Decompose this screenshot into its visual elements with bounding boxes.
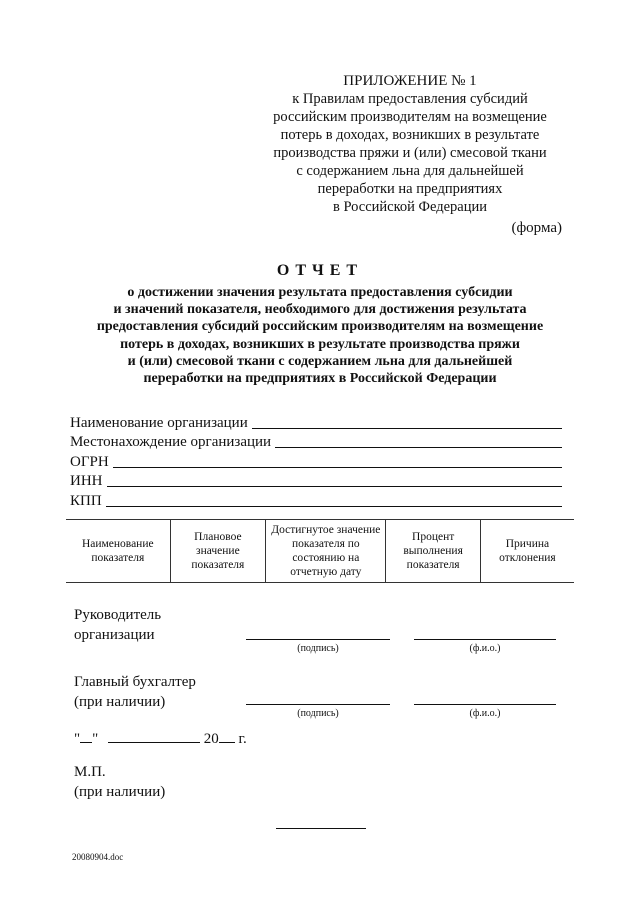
stamp-label [74, 762, 165, 802]
appendix-line: к Правилам предоставления субсидий [292, 91, 528, 107]
year-suffix: г. [238, 731, 247, 747]
subtitle-line: предоставления субсидий российским производителям на возмещение [96, 319, 544, 335]
subtitle-line: о достижении значения результата предоставления субсидии [127, 285, 513, 300]
day-blank[interactable] [80, 730, 92, 743]
accountant-label-line: (при наличии) [74, 694, 166, 710]
head-signature-line[interactable] [246, 638, 390, 640]
month-blank[interactable] [108, 730, 200, 743]
appendix-line: потерь в доходах, возникших в результате [280, 127, 540, 143]
appendix-line: производства пряжи и (или) смесовой ткани [273, 145, 547, 161]
subtitle-line: и (или) смесовой ткани с содержанием льна для дальнейшей [127, 353, 513, 369]
appendix-title: ПРИЛОЖЕНИЕ № 1 [343, 73, 477, 89]
head-signature-label [74, 605, 161, 645]
head-label-line: Руководитель [74, 607, 162, 623]
accountant-label-line: Главный бухгалтер [74, 674, 196, 690]
ogrn-input-line[interactable] [113, 455, 562, 468]
year-blank[interactable] [219, 730, 235, 743]
report-title: ОТЧЕТ [276, 262, 364, 279]
stamp-line: (при наличии) [74, 784, 166, 800]
report-date [74, 730, 247, 748]
document-end-line [276, 828, 366, 829]
field-label: ОГРН [70, 453, 109, 470]
appendix-line: российским производителям на возмещение [273, 109, 547, 125]
table-header-cell: Причина отклонения [480, 520, 574, 583]
indicators-table [66, 519, 574, 583]
head-name-line[interactable] [414, 638, 556, 640]
date-open-quote: " [74, 731, 81, 747]
signature-caption: (подпись) [297, 708, 339, 719]
date-close-quote: " [92, 731, 99, 747]
form-label: (форма) [511, 220, 562, 236]
accountant-signature-label [74, 672, 196, 712]
stamp-line: М.П. [74, 764, 106, 780]
inn-input-line[interactable] [107, 474, 563, 487]
field-label: ИНН [70, 473, 103, 489]
field-inn [70, 471, 562, 491]
appendix-line: с содержанием льна для дальнейшей [296, 163, 524, 179]
accountant-signature-line[interactable] [246, 703, 390, 705]
field-organization-name [70, 412, 562, 432]
table-header-row [66, 520, 574, 583]
field-label: Наименование организации [70, 414, 248, 431]
table-header-cell: Достигнутое значение показателя по состоянию на отчетную дату [266, 520, 386, 583]
appendix-header [240, 72, 580, 216]
name-caption: (ф.и.о.) [469, 643, 501, 654]
field-organization-location [70, 432, 562, 452]
name-caption: (ф.и.о.) [469, 708, 501, 719]
organization-fields [70, 412, 562, 510]
report-subtitle [60, 284, 580, 387]
table-header-cell: Плановое значение показателя [170, 520, 266, 583]
organization-name-input-line[interactable] [252, 416, 562, 429]
accountant-name-line[interactable] [414, 703, 556, 705]
table-header-cell: Процент выполнения показателя [386, 520, 480, 583]
field-label: КПП [70, 492, 102, 509]
appendix-line: в Российской Федерации [332, 199, 488, 215]
field-label: Местонахождение организации [70, 434, 272, 450]
organization-location-input-line[interactable] [275, 435, 562, 448]
signature-caption: (подпись) [297, 643, 339, 654]
subtitle-line: и значений показателя, необходимого для достижения результата [113, 302, 527, 318]
subtitle-line: переработки на предприятиях в Российской Федерации [143, 371, 497, 387]
document-filename: 20080904.doc [72, 852, 124, 862]
year-prefix: 20 [203, 731, 219, 747]
table-header-cell: Наименование показателя [66, 520, 170, 583]
field-kpp [70, 490, 562, 510]
kpp-input-line[interactable] [106, 494, 562, 507]
appendix-line: переработки на предприятиях [317, 181, 503, 197]
subtitle-line: потерь в доходах, возникших в результате производства пряжи [120, 336, 520, 352]
field-ogrn [70, 451, 562, 471]
head-label-line: организации [74, 627, 155, 643]
